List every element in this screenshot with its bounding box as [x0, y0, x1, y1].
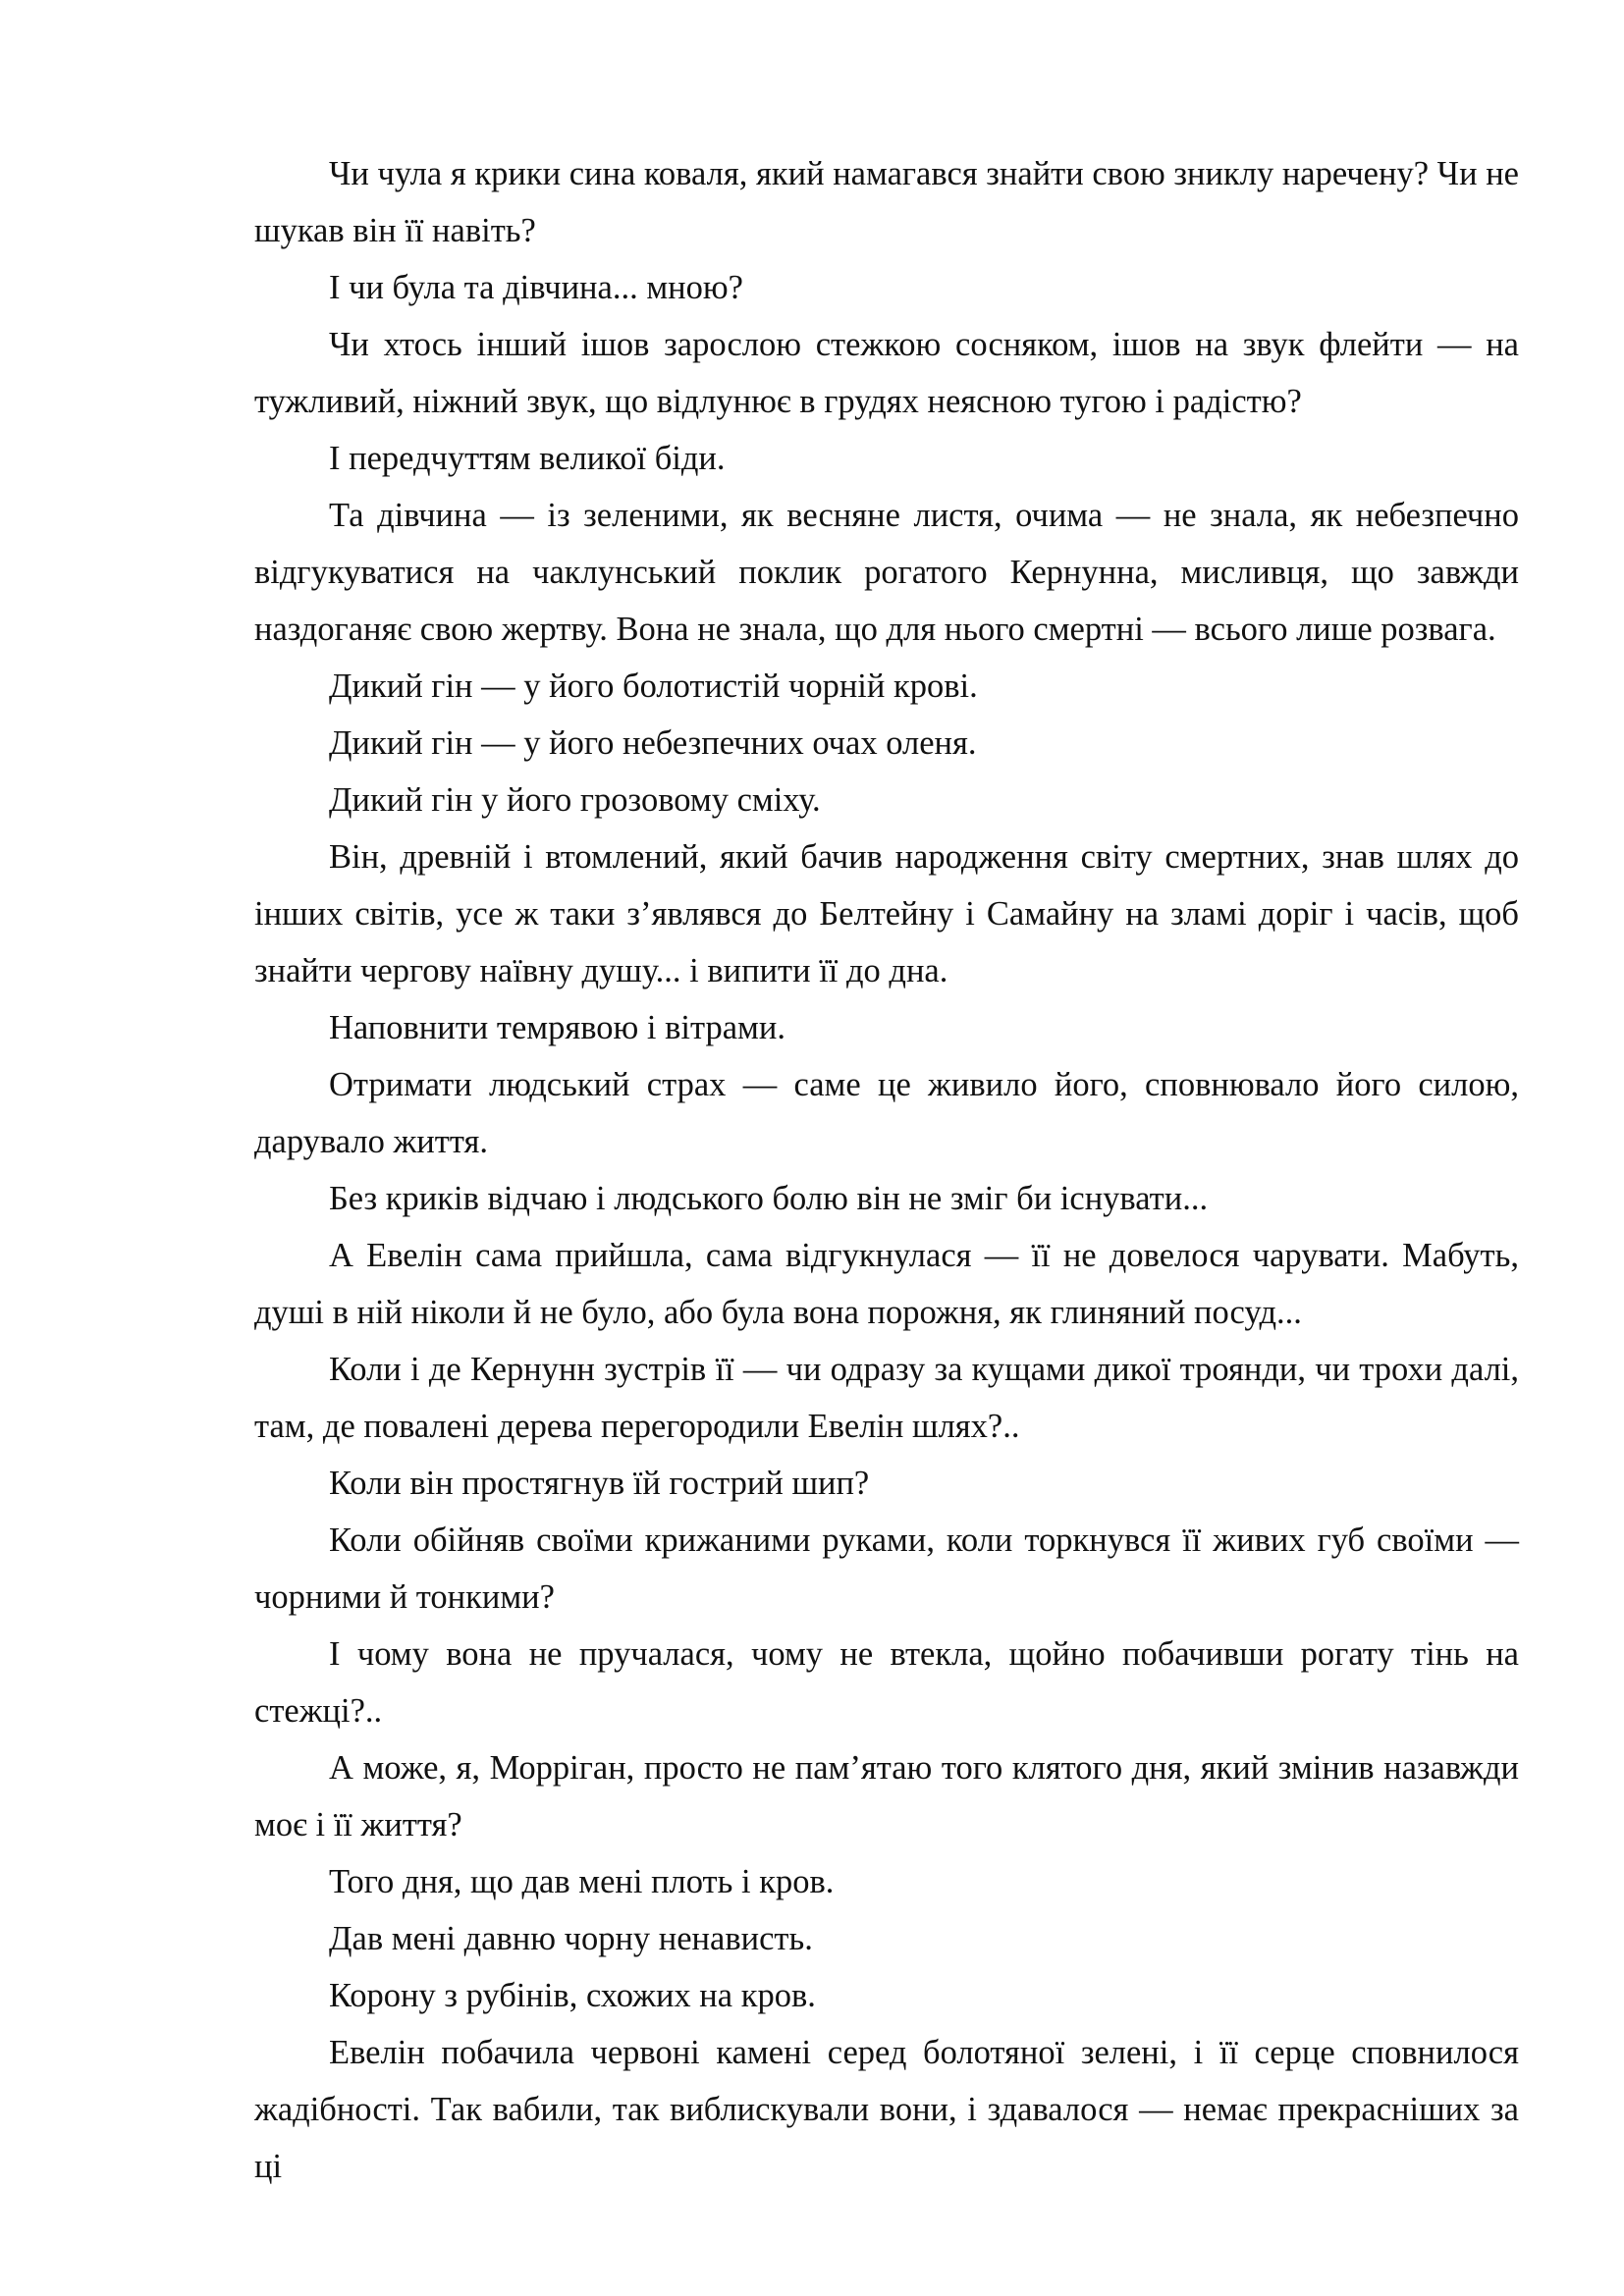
paragraph: Без криків відчаю і людського болю він не зміг би існувати...	[329, 1180, 1209, 1217]
paragraph: Корону з рубінів, схожих на кров.	[329, 1977, 816, 2014]
document-body	[254, 145, 1519, 2195]
paragraph: Коли обійняв своїми крижаними руками, коли торкнувся її живих губ своїми — чорними й тонкими?	[254, 1522, 1519, 1616]
paragraph: Чи хтось інший ішов зарослою стежкою сосняком, ішов на звук флейти — на тужливий, ніжний звук, що відлунює в грудях неясною тугою і радістю?	[254, 326, 1519, 420]
paragraph: А може, я, Морріган, просто не пам’ятаю того клятого дня, який змінив назавжди моє і її життя?	[254, 1749, 1519, 1843]
paragraph: І передчуттям великої біди.	[329, 440, 726, 477]
paragraph: Дав мені давню чорну ненависть.	[329, 1920, 813, 1957]
paragraph: І чи була та дівчина... мною?	[329, 269, 743, 306]
paragraph: Отримати людський страх — саме це живило його, сповнювало його силою, дарувало життя.	[254, 1066, 1519, 1160]
paragraph: Коли і де Кернунн зустрів її — чи одразу за кущами дикої троянди, чи трохи далі, там, де повалені дерева перегородили Евелін шлях?..	[254, 1351, 1519, 1445]
paragraph: А Евелін сама прийшла, сама відгукнулася — її не довелося чарувати. Мабуть, душі в ній ніколи й не було, або була вона порожня, як глиняний посуд...	[254, 1237, 1519, 1331]
paragraph: Того дня, що дав мені плоть і кров.	[329, 1863, 835, 1900]
paragraph: Та дівчина — із зеленими, як весняне листя, очима — не знала, як небезпечно відгукуватися на чаклунський поклик рогатого Кернунна, мисливця, що завжди наздоганяє свою жертву. Вона не знала, що для нього смертні — всього лише розвага.	[254, 497, 1519, 648]
paragraph: Коли він простягнув їй гострий шип?	[329, 1465, 870, 1502]
paragraph: Евелін побачила червоні камені серед болотяної зелені, і її серце сповнилося жадібності. Так вабили, так виблискували вони, і здавалося — немає прекрасніших за ці	[254, 2034, 1519, 2185]
paragraph: Він, древній і втомлений, який бачив народження світу смертних, знав шлях до інших світів, усе ж таки з’являвся до Белтейну і Самайну на зламі доріг і часів, щоб знайти чергову наївну душу... і випити її до дна.	[254, 838, 1519, 989]
paragraph: Наповнити темрявою і вітрами.	[329, 1009, 785, 1046]
paragraph: Дикий гін у його грозовому сміху.	[329, 781, 821, 819]
paragraph: Дикий гін — у його болотистій чорній крові.	[329, 667, 978, 705]
paragraph: Дикий гін — у його небезпечних очах оленя.	[329, 724, 977, 762]
paragraph: Чи чула я крики сина коваля, який намагався знайти свою зниклу наречену? Чи не шукав він її навіть?	[254, 155, 1519, 249]
paragraph: І чому вона не пручалася, чому не втекла, щойно побачивши рогату тінь на стежці?..	[254, 1635, 1519, 1730]
